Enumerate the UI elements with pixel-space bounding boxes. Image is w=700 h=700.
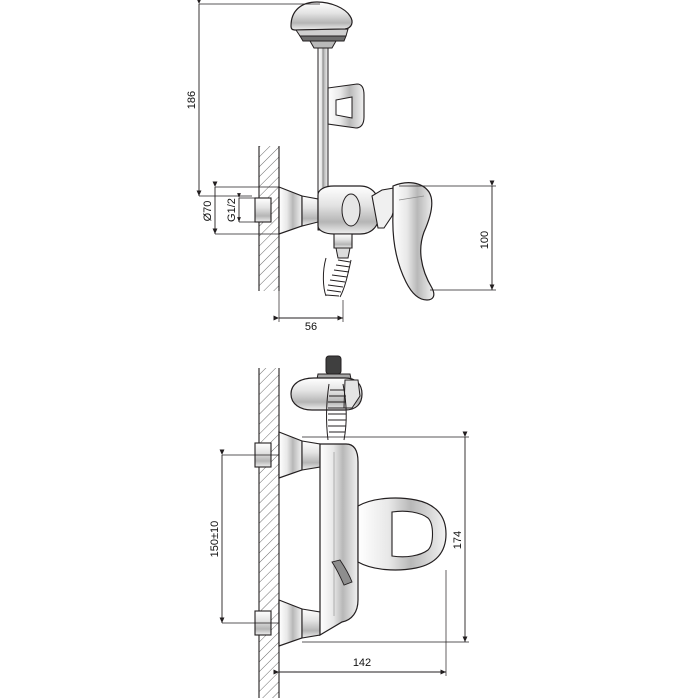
- dimension-label-56: 56: [304, 321, 318, 333]
- dimension-label-150: 150±10: [209, 520, 221, 558]
- dimension-label-100: 100: [479, 230, 491, 250]
- dimension-label-142: 142: [352, 657, 372, 669]
- lever-handle-bottom: [358, 498, 446, 570]
- dimension-label-186: 186: [186, 90, 198, 110]
- dimension-label-174: 174: [452, 530, 464, 550]
- shower-holder-bracket-top: [328, 84, 364, 128]
- dimension-label-d70: Ø70: [202, 200, 214, 222]
- dimension-label-g12: G1/2: [226, 198, 238, 222]
- mixer-body-bottom: [320, 444, 358, 635]
- wall-section-bottom: [259, 368, 279, 698]
